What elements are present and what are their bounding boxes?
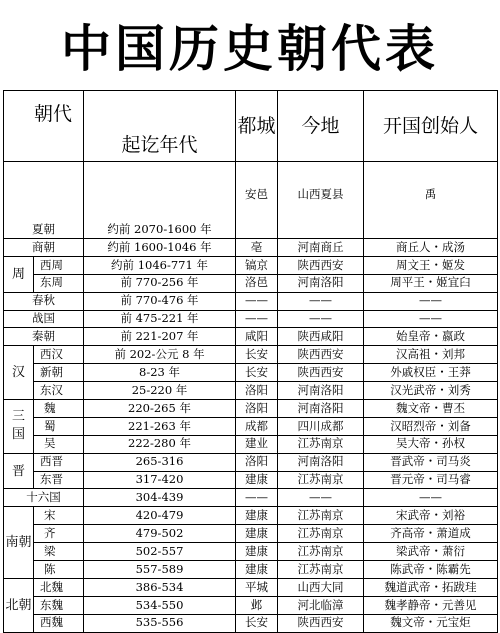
- table-row: [4, 400, 498, 418]
- dynasty-years: 25-220 年: [84, 382, 236, 400]
- header-capital: 都城: [236, 91, 278, 162]
- table-row: [4, 435, 498, 453]
- dynasty-modern-location: 河南洛阳: [278, 400, 364, 418]
- dynasty-capital: ——: [236, 489, 278, 507]
- dynasty-founder: 魏孝静帝・元善见: [364, 596, 498, 614]
- dynasty-capital: 邺: [236, 596, 278, 614]
- dynasty-capital: 建康: [236, 525, 278, 543]
- dynasty-name: 商朝: [4, 239, 84, 257]
- dynasty-capital: 镐京: [236, 256, 278, 274]
- dynasty-founder: 外戚权臣・王莽: [364, 364, 498, 382]
- dynasty-founder: 汉昭烈帝・刘备: [364, 417, 498, 435]
- dynasty-years: 约前 2070-1600 年: [84, 162, 236, 239]
- dynasty-founder: 禹: [364, 162, 498, 239]
- dynasty-name: 宋: [34, 507, 84, 525]
- table-row: [4, 417, 498, 435]
- dynasty-name: 新朝: [34, 364, 84, 382]
- dynasty-capital: 建康: [236, 471, 278, 489]
- dynasty-founder: 吴大帝・孙权: [364, 435, 498, 453]
- dynasty-years: 222-280 年: [84, 435, 236, 453]
- dynasty-founder: 魏道武帝・拓跋珪: [364, 578, 498, 596]
- dynasty-modern-location: 陕西西安: [278, 614, 364, 632]
- dynasty-modern-location: ——: [278, 292, 364, 310]
- dynasty-founder: 周文王・姬发: [364, 256, 498, 274]
- dynasty-name: 东汉: [34, 382, 84, 400]
- table-row: [4, 596, 498, 614]
- dynasty-modern-location: 江苏南京: [278, 525, 364, 543]
- table-row: [4, 382, 498, 400]
- table-row: [4, 453, 498, 471]
- dynasty-capital: 洛邑: [236, 274, 278, 292]
- group-label-sanguo: 三 国: [4, 400, 34, 454]
- dynasty-modern-location: 河北临漳: [278, 596, 364, 614]
- dynasty-founder: 魏文帝・元宝炬: [364, 614, 498, 632]
- dynasty-founder: 汉光武帝・刘秀: [364, 382, 498, 400]
- dynasty-capital: 洛阳: [236, 382, 278, 400]
- dynasty-years: 前 475-221 年: [84, 310, 236, 328]
- table-row: [4, 239, 498, 257]
- group-label-zhou: 周: [4, 256, 34, 292]
- dynasty-capital: ——: [236, 292, 278, 310]
- dynasty-capital: 长安: [236, 614, 278, 632]
- dynasty-capital: 洛阳: [236, 400, 278, 418]
- dynasty-name: 春秋: [4, 292, 84, 310]
- group-label-han: 汉: [4, 346, 34, 400]
- table-row: [4, 614, 498, 632]
- table-row: [4, 364, 498, 382]
- dynasty-years: 420-479: [84, 507, 236, 525]
- dynasty-name: 秦朝: [4, 328, 84, 346]
- header-founder: 开国创始人: [364, 91, 498, 162]
- dynasty-capital: 成都: [236, 417, 278, 435]
- dynasty-capital: 长安: [236, 364, 278, 382]
- dynasty-name: 西汉: [34, 346, 84, 364]
- table-row: [4, 489, 498, 507]
- dynasty-modern-location: 河南商丘: [278, 239, 364, 257]
- dynasty-modern-location: 陕西西安: [278, 346, 364, 364]
- dynasty-modern-location: 江苏南京: [278, 507, 364, 525]
- dynasty-years: 265-316: [84, 453, 236, 471]
- dynasty-name: 魏: [34, 400, 84, 418]
- dynasty-years: 前 770-476 年: [84, 292, 236, 310]
- dynasty-name: 西魏: [34, 614, 84, 632]
- dynasty-capital: 洛阳: [236, 453, 278, 471]
- table-row: [4, 310, 498, 328]
- dynasty-years: 220-265 年: [84, 400, 236, 418]
- dynasty-founder: ——: [364, 489, 498, 507]
- dynasty-founder: 商丘人・成汤: [364, 239, 498, 257]
- dynasty-modern-location: ——: [278, 489, 364, 507]
- dynasty-founder: 齐高帝・萧道成: [364, 525, 498, 543]
- dynasty-capital: 平城: [236, 578, 278, 596]
- dynasty-table: [3, 90, 498, 633]
- header-modern-location: 今地: [278, 91, 364, 162]
- dynasty-capital: 建康: [236, 507, 278, 525]
- dynasty-name: 夏朝: [4, 162, 84, 239]
- dynasty-modern-location: 江苏南京: [278, 471, 364, 489]
- dynasty-years: 前 221-207 年: [84, 328, 236, 346]
- table-row: [4, 525, 498, 543]
- dynasty-years: 221-263 年: [84, 417, 236, 435]
- dynasty-founder: 始皇帝・嬴政: [364, 328, 498, 346]
- dynasty-modern-location: 河南洛阳: [278, 453, 364, 471]
- dynasty-capital: 长安: [236, 346, 278, 364]
- dynasty-founder: ——: [364, 292, 498, 310]
- dynasty-modern-location: 河南洛阳: [278, 274, 364, 292]
- dynasty-modern-location: 江苏南京: [278, 543, 364, 561]
- dynasty-founder: 陈武帝・陈霸先: [364, 561, 498, 579]
- dynasty-founder: ——: [364, 310, 498, 328]
- dynasty-name: 梁: [34, 543, 84, 561]
- dynasty-name: 东魏: [34, 596, 84, 614]
- dynasty-modern-location: 陕西西安: [278, 364, 364, 382]
- dynasty-name: 东晋: [34, 471, 84, 489]
- table-row: [4, 256, 498, 274]
- dynasty-name: 蜀: [34, 417, 84, 435]
- dynasty-name: 吴: [34, 435, 84, 453]
- dynasty-years: 557-589: [84, 561, 236, 579]
- dynasty-name: 东周: [34, 274, 84, 292]
- dynasty-years: 约前 1046-771 年: [84, 256, 236, 274]
- dynasty-years: 前 770-256 年: [84, 274, 236, 292]
- dynasty-founder: 宋武帝・刘裕: [364, 507, 498, 525]
- header-years: 起讫年代: [84, 91, 236, 162]
- dynasty-years: 479-502: [84, 525, 236, 543]
- dynasty-years: 约前 1600-1046 年: [84, 239, 236, 257]
- dynasty-capital: 建康: [236, 543, 278, 561]
- dynasty-founder: 晋元帝・司马睿: [364, 471, 498, 489]
- table-row: [4, 328, 498, 346]
- dynasty-name: 西周: [34, 256, 84, 274]
- header-dynasty: 朝代: [4, 91, 84, 162]
- dynasty-name: 西晋: [34, 453, 84, 471]
- table-row: [4, 162, 498, 239]
- dynasty-years: 386-534: [84, 578, 236, 596]
- table-row: [4, 543, 498, 561]
- group-label-beichao: 北朝: [4, 578, 34, 632]
- dynasty-modern-location: 四川成都: [278, 417, 364, 435]
- dynasty-years: 304-439: [84, 489, 236, 507]
- dynasty-capital: 亳: [236, 239, 278, 257]
- dynasty-years: 8-23 年: [84, 364, 236, 382]
- group-label-jin: 晋: [4, 453, 34, 489]
- dynasty-years: 535-556: [84, 614, 236, 632]
- dynasty-years: 502-557: [84, 543, 236, 561]
- dynasty-name: 十六国: [4, 489, 84, 507]
- dynasty-capital: 建业: [236, 435, 278, 453]
- dynasty-capital: 安邑: [236, 162, 278, 239]
- table-row: [4, 274, 498, 292]
- dynasty-modern-location: 河南洛阳: [278, 382, 364, 400]
- dynasty-years: 534-550: [84, 596, 236, 614]
- dynasty-name: 战国: [4, 310, 84, 328]
- dynasty-name: 北魏: [34, 578, 84, 596]
- group-label-nanchao: 南朝: [4, 507, 34, 579]
- table-row: [4, 578, 498, 596]
- dynasty-founder: 周平王・姬宜臼: [364, 274, 498, 292]
- dynasty-capital: ——: [236, 310, 278, 328]
- dynasty-modern-location: 陕西咸阳: [278, 328, 364, 346]
- table-row: [4, 471, 498, 489]
- table-row: [4, 292, 498, 310]
- dynasty-founder: 晋武帝・司马炎: [364, 453, 498, 471]
- dynasty-modern-location: 江苏南京: [278, 435, 364, 453]
- dynasty-founder: 梁武帝・萧衍: [364, 543, 498, 561]
- dynasty-modern-location: 山西大同: [278, 578, 364, 596]
- dynasty-modern-location: ——: [278, 310, 364, 328]
- dynasty-years: 317-420: [84, 471, 236, 489]
- table-row: [4, 346, 498, 364]
- page-title: 中国历史朝代表: [61, 20, 439, 78]
- dynasty-founder: 魏文帝・曹丕: [364, 400, 498, 418]
- table-row: [4, 507, 498, 525]
- dynasty-founder: 汉高祖・刘邦: [364, 346, 498, 364]
- dynasty-name: 陈: [34, 561, 84, 579]
- dynasty-years: 前 202-公元 8 年: [84, 346, 236, 364]
- dynasty-capital: 咸阳: [236, 328, 278, 346]
- dynasty-modern-location: 山西夏县: [278, 162, 364, 239]
- dynasty-capital: 建康: [236, 561, 278, 579]
- dynasty-name: 齐: [34, 525, 84, 543]
- header-row: [4, 91, 498, 162]
- table-row: [4, 561, 498, 579]
- dynasty-modern-location: 江苏南京: [278, 561, 364, 579]
- dynasty-modern-location: 陕西西安: [278, 256, 364, 274]
